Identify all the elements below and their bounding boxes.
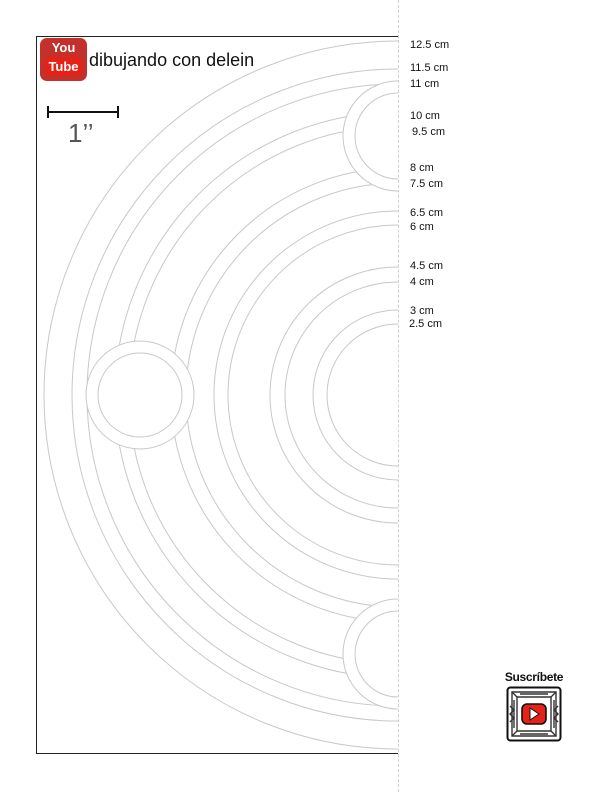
ring-circle <box>214 211 582 579</box>
ring-label: 4.5 cm <box>410 260 444 272</box>
play-button-icon[interactable] <box>506 686 562 742</box>
youtube-logo-text-bottom: Tube <box>45 57 82 76</box>
ring-label: 12.5 cm <box>410 39 450 51</box>
youtube-logo-text-top: You <box>51 40 76 55</box>
ring-label: 6 cm <box>410 221 434 233</box>
ring-circle <box>327 324 469 466</box>
ring-circle <box>171 168 612 622</box>
ring-label: 2.5 cm <box>409 318 443 330</box>
ring-label: 10 cm <box>410 110 440 122</box>
scale-bar <box>47 111 119 113</box>
ring-label: 8 cm <box>410 162 434 174</box>
ring-circle <box>313 310 483 480</box>
ring-label: 11.5 cm <box>410 62 449 74</box>
ring-label: 4 cm <box>410 276 434 288</box>
ring-circle <box>285 282 511 508</box>
planet-circle-inner <box>355 611 441 697</box>
ring-circle <box>129 126 612 664</box>
ring-label: 3 cm <box>410 305 434 317</box>
ring-label: 7.5 cm <box>410 178 444 190</box>
subscribe-label: Suscríbete <box>504 670 564 684</box>
ring-circle <box>186 183 610 607</box>
planet-circle-inner <box>98 353 182 437</box>
youtube-logo-icon <box>40 38 87 81</box>
channel-name: dibujando con delein <box>89 50 255 70</box>
ring-label: 9.5 cm <box>412 126 446 138</box>
ring-circle <box>228 225 568 565</box>
scale-label: 1’’ <box>68 118 94 148</box>
ring-circle <box>270 267 526 523</box>
ring-label: 11 cm <box>410 78 440 90</box>
ring-label: 6.5 cm <box>410 207 444 219</box>
